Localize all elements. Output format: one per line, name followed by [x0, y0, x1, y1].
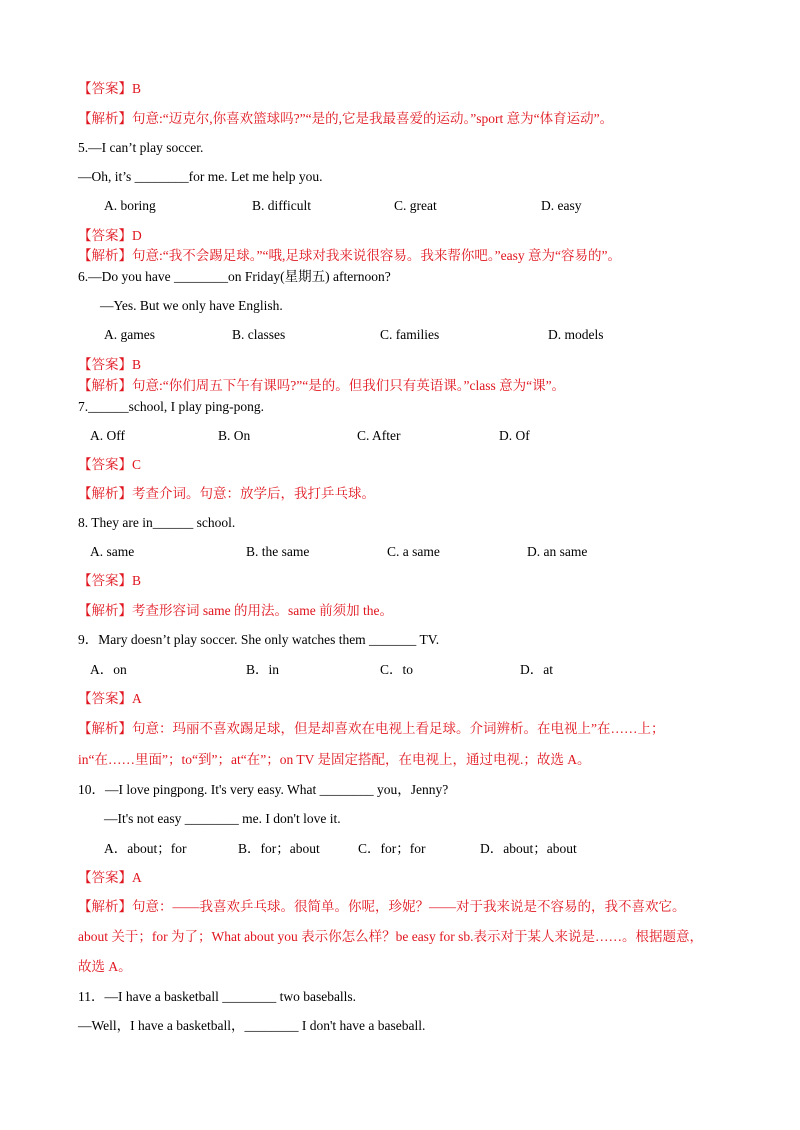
- option-21-1: B．in: [246, 662, 280, 677]
- analysis-line: in“在……里面”；to“到”；at“在”；on TV 是固定搭配，在电视上，通过电视.；故选 A。: [78, 752, 591, 767]
- question-line: —Well，I have a basketball，________ I don't have a baseball.: [78, 1018, 426, 1033]
- question-line: —Yes. But we only have English.: [100, 298, 283, 313]
- analysis-line: 【解析】句意:“迈克尔,你喜欢篮球吗?”“是的,它是我最喜爱的运动。”sport 意为“体育运动”。: [78, 111, 614, 126]
- analysis-line: 【解析】句意:“你们周五下午有课吗?”“是的。但我们只有英语课。”class 意为“课”。: [78, 378, 566, 393]
- answer-line: 【答案】C: [78, 457, 142, 472]
- option-27-3: D．about；about: [480, 841, 577, 856]
- option-4-3: D. easy: [541, 198, 582, 213]
- option-21-3: D．at: [520, 662, 553, 677]
- option-9-0: A. games: [104, 327, 155, 342]
- option-17-0: A. same: [90, 544, 135, 559]
- option-27-1: B．for；about: [238, 841, 320, 856]
- option-21-2: C．to: [380, 662, 414, 677]
- option-17-1: B. the same: [246, 544, 310, 559]
- question-line: 5.—I can’t play soccer.: [78, 140, 204, 155]
- answer-line: 【答案】B: [78, 573, 142, 588]
- analysis-line: 故选 A。: [78, 959, 132, 974]
- answer-line: 【答案】B: [78, 357, 142, 372]
- analysis-line: 【解析】句意：玛丽不喜欢踢足球，但是却喜欢在电视上看足球。介词辨析。在电视上”在……上；: [78, 721, 665, 736]
- option-9-3: D. models: [548, 327, 604, 342]
- analysis-line: 【解析】句意：——我喜欢乒乓球。很简单。你呢，珍妮？——对于我来说是不容易的，我不喜欢它。: [78, 899, 686, 914]
- option-13-3: D. Of: [499, 428, 530, 443]
- question-line: —It's not easy ________ me. I don't love it.: [104, 811, 341, 826]
- analysis-line: about 关于；for 为了；What about you 表示你怎么样？be easy for sb.表示对于某人来说是……。根据题意，: [78, 929, 704, 944]
- question-line: 8. They are in______ school.: [78, 515, 236, 530]
- option-13-2: C. After: [357, 428, 401, 443]
- option-13-1: B. On: [218, 428, 251, 443]
- option-27-2: C．for；for: [358, 841, 426, 856]
- analysis-line: 【解析】考查介词。句意：放学后，我打乒乓球。: [78, 486, 375, 501]
- answer-line: 【答案】A: [78, 870, 142, 885]
- analysis-line: 【解析】考查形容词 same 的用法。same 前须加 the。: [78, 603, 393, 618]
- question-line: 7.______school, I play ping-pong.: [78, 399, 264, 414]
- option-4-0: A. boring: [104, 198, 156, 213]
- option-17-2: C. a same: [387, 544, 440, 559]
- option-9-2: C. families: [380, 327, 440, 342]
- option-9-1: B. classes: [232, 327, 286, 342]
- option-4-2: C. great: [394, 198, 437, 213]
- answer-line: 【答案】A: [78, 691, 142, 706]
- option-17-3: D. an same: [527, 544, 588, 559]
- answer-line: 【答案】D: [78, 228, 142, 243]
- option-27-0: A．about；for: [104, 841, 187, 856]
- question-line: 11．—I have a basketball ________ two baseballs.: [78, 989, 357, 1004]
- question-line: 10．—I love pingpong. It's very easy. What ________ you，Jenny?: [78, 782, 449, 797]
- option-4-1: B. difficult: [252, 198, 311, 213]
- analysis-line: 【解析】句意:“我不会踢足球。”“哦,足球对我来说很容易。我来帮你吧。”easy 意为“容易的”。: [78, 248, 621, 263]
- question-line: 9．Mary doesn’t play soccer. She only watches them _______ TV.: [78, 632, 440, 647]
- option-13-0: A. Off: [90, 428, 125, 443]
- answer-line: 【答案】B: [78, 81, 142, 96]
- question-line: —Oh, it’s ________for me. Let me help you.: [78, 169, 323, 184]
- question-line: 6.—Do you have ________on Friday(星期五) afternoon?: [78, 269, 391, 284]
- option-21-0: A．on: [90, 662, 127, 677]
